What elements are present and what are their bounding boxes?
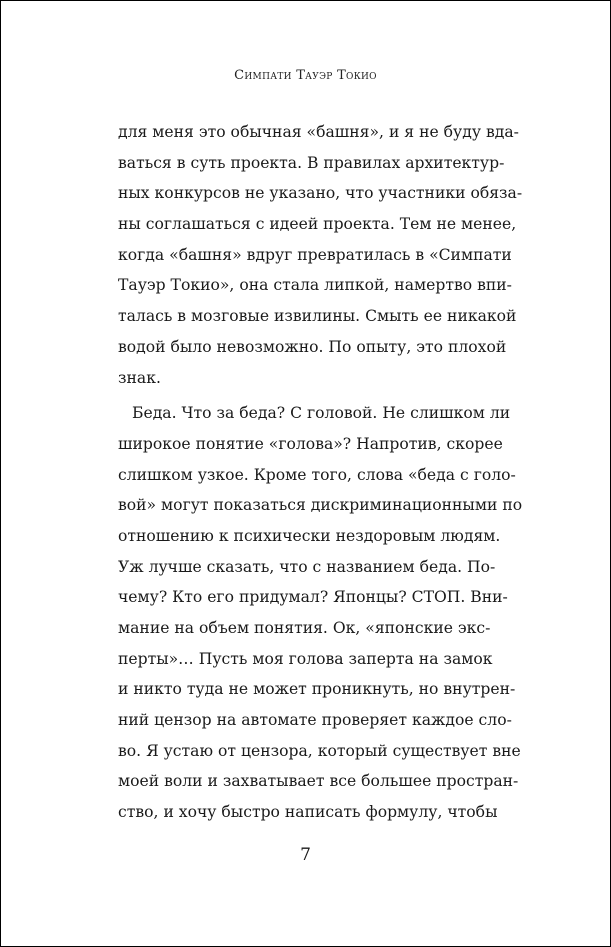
text-line: водой было невозможно. По опыту, это плохой [118,337,507,356]
page-number: 7 [300,845,311,865]
text-line: широкое понятие «голова»? Напротив, скорее [118,434,503,453]
text-line: во. Я устаю от цензора, который существует вне [118,741,521,760]
text-line: вой» могут показаться дискриминационными по [118,496,523,515]
text-line: отношению к психически нездоровым людям. [118,526,501,545]
text-line: чему? Кто его придумал? Японцы? СТОП. Вни- [118,588,508,607]
text-line: ны соглашаться с идеей проекта. Тем не менее, [118,215,517,234]
text-line: талась в мозговые извилины. Смыть ее никакой [118,307,517,326]
text-line: мание на объем понятия. Ок, «японские экс- [118,619,491,637]
text-line: ных конкурсов не указано, что участники обяза- [118,184,523,203]
text-line: знак. [118,368,161,387]
paragraph [118,398,523,828]
running-header: Симпати Тауэр Токио [234,68,377,83]
paragraph [118,117,523,393]
text-line: ний цензор на автомате проверяет каждое сло- [118,711,512,730]
text-line: и никто туда не может проникнуть, но внутрен- [118,680,516,699]
text-line: когда «башня» вдруг превратилась в «Симпати [118,245,512,264]
text-line: Уж лучше сказать, что с названием беда. По- [118,557,496,576]
text-line: для меня это обычная «башня», и я не буду вда- [118,123,519,141]
text-line: ство, и хочу быстро написать формулу, чтобы [118,803,498,822]
text-line: перты»… Пусть моя голова заперта на замок [118,649,493,668]
text-line: слишком узкое. Кроме того, слова «беда с голо- [118,465,516,484]
text-line: ваться в суть проекта. В правилах архитектур- [118,153,505,172]
text-line: Беда. Что за беда? С головой. Не слишком ли [132,404,511,423]
text-line: Тауэр Токио», она стала липкой, намертво впи- [118,276,512,295]
body-text [118,117,523,833]
text-line: моей воли и захватывает все большее простран- [118,772,519,791]
